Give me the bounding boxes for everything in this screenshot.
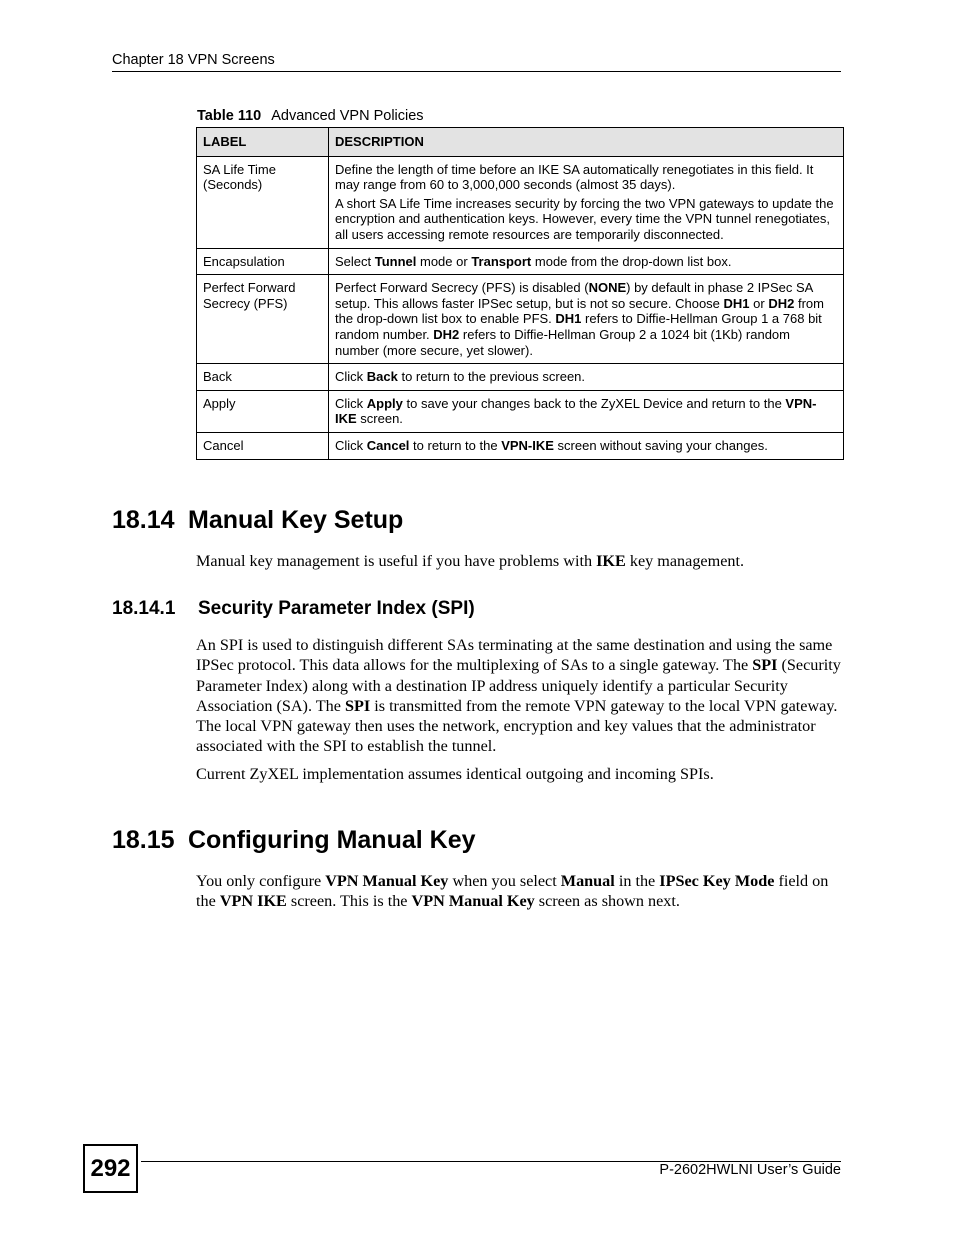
bold-term: SPI <box>752 656 778 675</box>
text-run: Select <box>335 253 375 269</box>
bold-term: VPN-IKE <box>501 437 554 453</box>
row-description <box>329 275 844 364</box>
row-description <box>329 432 844 459</box>
column-header-label: LABEL <box>197 128 329 157</box>
text-run: Click <box>335 437 367 453</box>
bold-term: DH2 <box>433 326 460 342</box>
table-row <box>197 390 844 432</box>
text-run: Click <box>335 395 367 411</box>
row-label: Encapsulation <box>197 248 329 275</box>
bold-term: IPSec Key Mode <box>659 872 775 890</box>
text-run: from the drop-down list box to enable PFS. <box>335 295 824 327</box>
section-number: 18.15 <box>112 826 175 854</box>
text-run: screen. <box>356 411 403 427</box>
text-run: mode or <box>416 253 472 269</box>
table-row <box>197 156 844 248</box>
page-number: 292 <box>83 1144 138 1193</box>
header-rule <box>112 71 841 72</box>
bold-term: NONE <box>588 280 627 296</box>
subsection-heading-18-14-1 <box>112 598 475 620</box>
guide-title: P-2602HWLNI User’s Guide <box>659 1162 841 1178</box>
description-paragraph: A short SA Life Time increases security by forcing the two VPN gateways to update the encryption and authentication keys. However, every time the VPN tunnel renegotiates, all users accessing remote resources are temporarily disconnected. <box>335 195 834 242</box>
subsection-number: 18.14.1 <box>112 598 176 619</box>
bold-term: VPN Manual Key <box>325 872 449 890</box>
advanced-vpn-policies-table <box>196 127 844 460</box>
row-description <box>329 248 844 275</box>
text-run: refers to Diffie-Hellman Group 1 a 768 bit random number. <box>335 311 822 342</box>
row-description <box>329 390 844 432</box>
text-run: or <box>749 295 769 311</box>
bold-term: Cancel <box>366 437 410 453</box>
text-run: key management. <box>625 552 745 570</box>
section-title: Configuring Manual Key <box>188 826 476 854</box>
bold-term: SPI <box>344 696 371 715</box>
bold-term: VPN Manual Key <box>411 892 535 911</box>
text-run: to return to the previous screen. <box>397 369 586 385</box>
body-paragraph <box>196 871 842 912</box>
text-run: to return to the <box>409 437 502 453</box>
table-header-row <box>197 128 844 157</box>
text-run: screen. This is the <box>286 892 412 911</box>
bold-term: DH2 <box>768 295 795 311</box>
row-label: Perfect Forward Secrecy (PFS) <box>197 275 329 364</box>
row-label: Back <box>197 364 329 391</box>
text-run: is transmitted from the remote VPN gateway to the local VPN gateway. The local VPN gateway then uses the network, encryption and key values that the administrator associated with the SPI to establish the tunnel. <box>196 696 838 756</box>
table-row <box>197 432 844 459</box>
description-paragraph: Define the length of time before an IKE SA automatically renegotiates in this field. It may range from 60 to 3,000,000 seconds (almost 35 days). <box>335 161 814 193</box>
bold-term: IKE <box>596 552 626 570</box>
column-header-description: DESCRIPTION <box>329 128 844 157</box>
body-paragraph: Current ZyXEL implementation assumes identical outgoing and incoming SPIs. <box>196 765 714 783</box>
table-title: Advanced VPN Policies <box>271 108 424 124</box>
text-run: Perfect Forward Secrecy (PFS) is disabled ( <box>335 280 589 296</box>
section-heading-18-15 <box>112 826 476 855</box>
text-run: ) by default in phase 2 IPSec SA setup. This allows faster IPSec setup, but is not so secure. Choose <box>335 280 813 311</box>
bold-term: DH1 <box>555 311 582 327</box>
text-run: You only configure <box>196 872 326 890</box>
row-description <box>329 156 844 248</box>
table-row <box>197 364 844 391</box>
text-run: Click <box>335 369 367 385</box>
section-number: 18.14 <box>112 506 175 534</box>
bold-term: Manual <box>560 872 615 890</box>
table-row <box>197 275 844 364</box>
row-label: Apply <box>197 390 329 432</box>
table-number: Table 110 <box>197 108 262 124</box>
bold-term: Back <box>366 369 398 385</box>
body-paragraph <box>196 551 842 571</box>
table-caption <box>197 108 424 124</box>
text-run: (Security Parameter Index) along with a destination IP address uniquely identify a particular Security Association (SA). The <box>196 656 841 715</box>
section-title: Manual Key Setup <box>188 506 404 534</box>
body-paragraph <box>196 635 842 757</box>
bold-term: VPN-IKE <box>335 395 817 427</box>
bold-term: Transport <box>471 253 532 269</box>
text-run: Manual key management is useful if you have problems with <box>196 552 597 570</box>
text-run: An SPI is used to distinguish different SAs terminating at the same destination and using the same IPSec protocol. This data allows for the multiplexing of SAs to a single gateway. The <box>196 636 833 675</box>
running-header: Chapter 18 VPN Screens <box>112 52 275 68</box>
text-run: screen as shown next. <box>534 892 680 911</box>
text-run: screen without saving your changes. <box>553 437 768 453</box>
bold-term: VPN IKE <box>219 892 287 911</box>
text-run: when you select <box>448 872 561 890</box>
text-run: to save your changes back to the ZyXEL Device and return to the <box>402 395 786 411</box>
text-run: in the <box>614 872 660 890</box>
bold-term: Apply <box>366 395 403 411</box>
row-label: Cancel <box>197 432 329 459</box>
row-label: SA Life Time (Seconds) <box>197 156 329 248</box>
bold-term: DH1 <box>723 295 750 311</box>
text-run: mode from the drop-down list box. <box>531 253 732 269</box>
text-run: field on the <box>196 872 829 911</box>
text-run: refers to Diffie-Hellman Group 2 a 1024 bit (1Kb) random number (more secure, yet slower). <box>335 326 790 358</box>
subsection-title: Security Parameter Index (SPI) <box>198 598 475 619</box>
table-row <box>197 248 844 275</box>
bold-term: Tunnel <box>374 253 417 269</box>
section-heading-18-14 <box>112 506 403 535</box>
row-description <box>329 364 844 391</box>
